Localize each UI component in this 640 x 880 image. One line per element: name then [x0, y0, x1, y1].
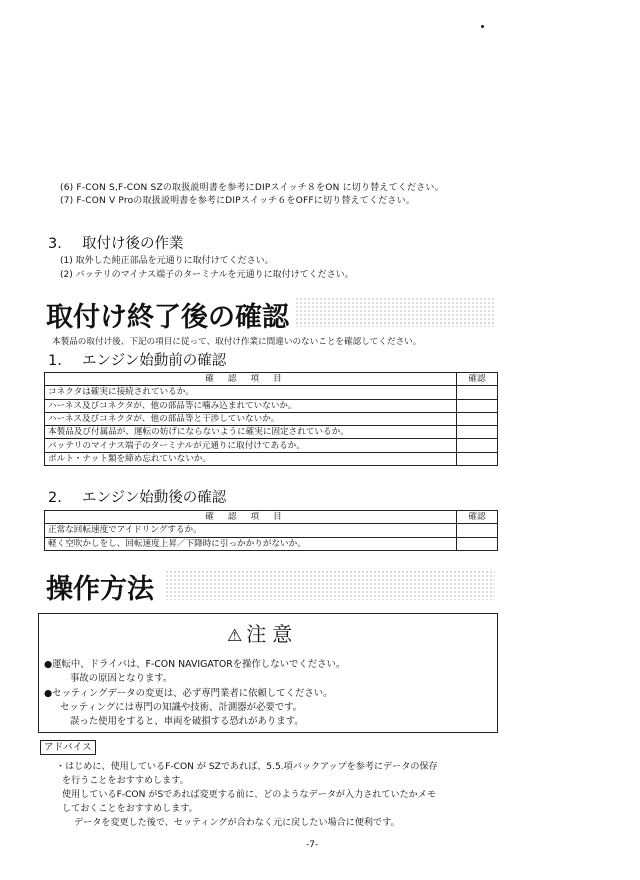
section-3-item-1: (1) 取外した純正部品を元通りに取付けてください。 [60, 256, 274, 266]
after-start-heading [48, 486, 226, 507]
check-cell[interactable] [457, 537, 498, 550]
advice-label: アドバイス [40, 740, 96, 755]
advice-line: しておくことをおすすめします。 [62, 804, 198, 814]
before-start-table [44, 372, 498, 466]
advice-line: ・はじめに、使用しているF-CON が SZであれば、5.5.項バックアップを参考にデータの保存 [56, 762, 438, 772]
table-row: 正常な回転速度でアイドリングするか。 [45, 524, 498, 537]
caution-line: 事故の原因となります。 [70, 673, 173, 684]
after-start-number: 2. [48, 490, 62, 506]
check-cell[interactable] [457, 386, 498, 399]
confirm-heading: 取付け終了後の確認 [46, 302, 289, 333]
col-item-header: 確認項目 [45, 511, 457, 524]
after-start-table [44, 510, 498, 551]
advice-line: 使用しているF-CON がSであれば変更する前に、どのようなデータが入力されていたかメモ [62, 790, 436, 800]
after-start-title: エンジン始動後の確認 [82, 490, 227, 506]
before-start-title: エンジン始動前の確認 [82, 353, 227, 369]
table-row: ハーネス及びコネクタが、他の部品等と干渉していないか。 [45, 412, 498, 425]
before-start-number: 1. [48, 353, 62, 369]
check-cell[interactable] [457, 524, 498, 537]
caution-line: 誤った使用をすると、車両を破損する恐れがあります。 [70, 716, 304, 727]
before-start-heading [48, 349, 226, 370]
table-row: コネクタは確実に接続されているか。 [45, 386, 498, 399]
advice-line: データを変更した後で、セッティングが合わなく元に戻したい場合に便利です。 [74, 818, 400, 828]
col-check-header: 確認 [457, 511, 498, 524]
step-6: (6) F-CON S,F-CON SZの取扱説明書を参考にDIPスイッチ８をON に切り替えてください。 [60, 183, 444, 193]
check-cell[interactable] [457, 426, 498, 439]
section-3-title: 取付け後の作業 [82, 236, 184, 252]
check-cell[interactable] [457, 439, 498, 452]
section-3-number: 3. [48, 236, 62, 252]
table-row: 本製品及び付属品が、運転の妨げにならないように確実に固定されているか。 [45, 426, 498, 439]
table-row: 軽く空吹かしをし、回転速度上昇／下降時に引っかかりがないか。 [45, 537, 498, 550]
section-3-item-2: (2) バッテリのマイナス端子のターミナルを元通りに取付けてください。 [60, 270, 354, 280]
table-row: バッテリのマイナス端子のターミナルが元通りに取付けてあるか。 [45, 439, 498, 452]
caution-line: ●セッティングデータの変更は、必ず専門業者に依頼してください。 [44, 688, 333, 699]
advice-line: を行うことをおすすめします。 [62, 776, 189, 786]
check-cell[interactable] [457, 412, 498, 425]
scan-speck [481, 25, 484, 28]
caution-line: ●運転中、ドライバは、F-CON NAVIGATORを操作しないでください。 [44, 659, 346, 670]
page-number: -7- [306, 840, 319, 850]
table-row: ボルト・ナット類を締め忘れていないか。 [45, 452, 498, 465]
step-7: (7) F-CON V Proの取扱説明書を参考にDIPスイッチ６をOFFに切り替えてください。 [60, 196, 415, 206]
confirm-intro: 本製品の取付け後、下記の項目に従って、取付け作業に間違いのないことを確認してください。 [52, 337, 422, 347]
check-cell[interactable] [457, 399, 498, 412]
warning-triangle-icon: ⚠ [227, 626, 243, 646]
col-item-header: 確認項目 [45, 373, 457, 386]
col-check-header: 確認 [457, 373, 498, 386]
operation-heading: 操作方法 [46, 574, 154, 605]
caution-title: ⚠ 注意 [227, 622, 299, 646]
check-cell[interactable] [457, 452, 498, 465]
caution-line: セッティングには専門の知識や技術、計測器が必要です。 [60, 702, 303, 713]
halftone-band [165, 570, 495, 600]
table-row: ハーネス及びコネクタが、他の部品等に噛み込まれていないか。 [45, 399, 498, 412]
halftone-band [295, 297, 495, 327]
section-3-heading [48, 232, 184, 253]
